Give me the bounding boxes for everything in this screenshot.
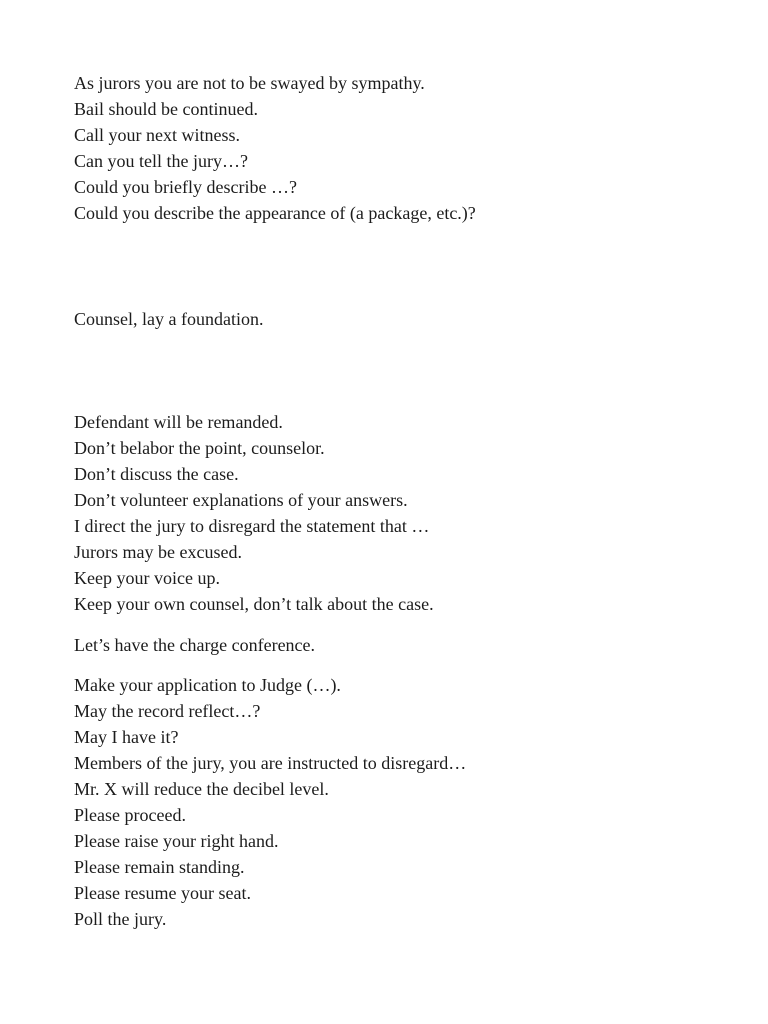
phrase-line: May the record reflect…?	[74, 701, 261, 721]
phrase-group-1	[74, 70, 728, 226]
phrase-line: Keep your own counsel, don’t talk about the case.	[74, 594, 434, 614]
phrase-line: Counsel, lay a foundation.	[74, 309, 264, 329]
phrase-group-5	[74, 672, 728, 932]
phrase-line: Bail should be continued.	[74, 99, 258, 119]
phrase-line: As jurors you are not to be swayed by sympathy.	[74, 73, 425, 93]
phrase-group-3	[74, 409, 728, 617]
phrase-line: Can you tell the jury…?	[74, 151, 248, 171]
phrase-line: Let’s have the charge conference.	[74, 635, 316, 655]
phrase-line: Mr. X will reduce the decibel level.	[74, 779, 329, 799]
phrase-line: Poll the jury.	[74, 909, 167, 929]
phrase-line: Please raise your right hand.	[74, 831, 279, 851]
phrase-line: Don’t discuss the case.	[74, 464, 239, 484]
phrase-line: Keep your voice up.	[74, 568, 220, 588]
phrase-line: May I have it?	[74, 727, 179, 747]
phrase-line: Call your next witness.	[74, 125, 240, 145]
phrase-line: Please resume your seat.	[74, 883, 251, 903]
phrase-line: Please proceed.	[74, 805, 186, 825]
phrase-line: Defendant will be remanded.	[74, 412, 283, 432]
phrase-line: Members of the jury, you are instructed to disregard…	[74, 753, 467, 773]
phrase-line: Could you describe the appearance of (a package, etc.)?	[74, 203, 476, 223]
phrase-line: Don’t volunteer explanations of your answers.	[74, 490, 408, 510]
phrase-line: I direct the jury to disregard the statement that …	[74, 516, 430, 536]
phrase-group-4	[74, 632, 728, 658]
phrase-line: Could you briefly describe …?	[74, 177, 297, 197]
phrase-group-2	[74, 306, 728, 332]
phrase-line: Jurors may be excused.	[74, 542, 242, 562]
phrase-line: Make your application to Judge (…).	[74, 675, 341, 695]
phrase-line: Don’t belabor the point, counselor.	[74, 438, 325, 458]
phrase-line: Please remain standing.	[74, 857, 245, 877]
